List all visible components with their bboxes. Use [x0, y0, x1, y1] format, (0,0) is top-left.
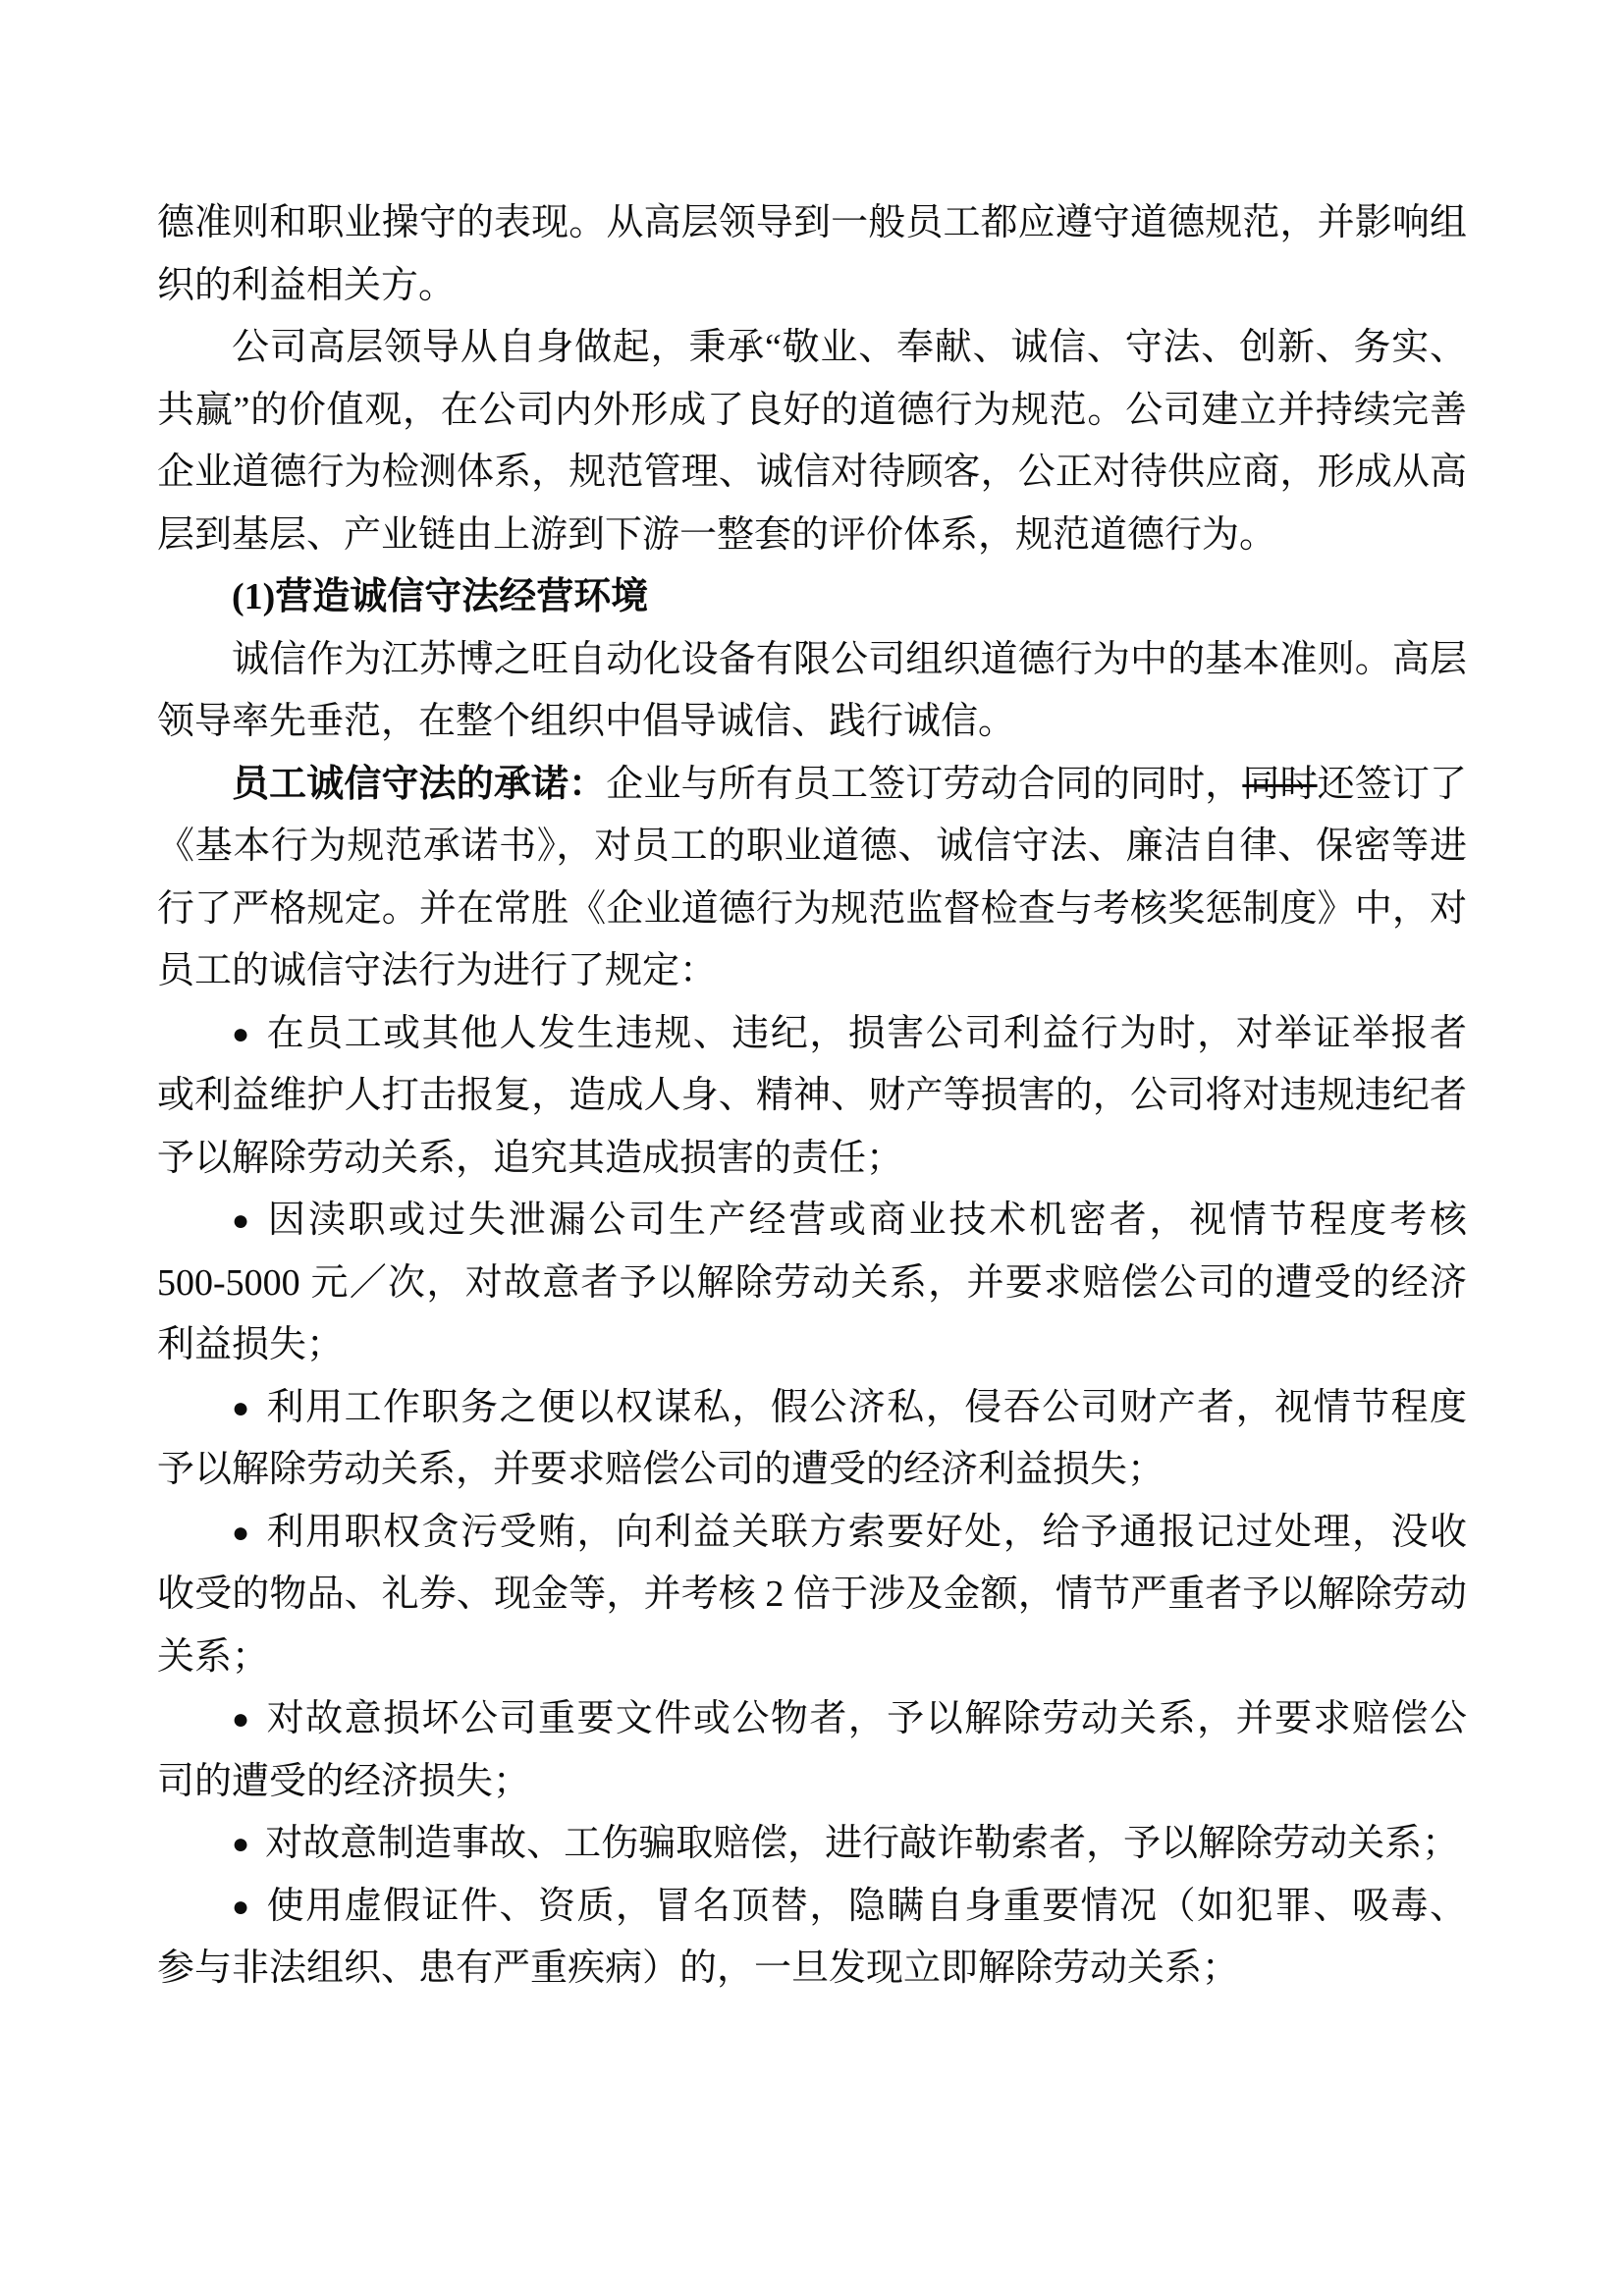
- text-line: [157, 1314, 1467, 1377]
- body-text: 利益损失；: [157, 1324, 345, 1365]
- body-text: 对故意制造事故、工伤骗取赔偿，进行敲诈勒索者，予以解除劳动关系；: [265, 1823, 1460, 1864]
- body-text: 企业道德行为检测体系，规范管理、诚信对待顾客，公正对待供应商，形成从高: [157, 452, 1467, 493]
- text-line: [157, 442, 1467, 505]
- text-line: [157, 940, 1467, 1003]
- text-line: [157, 1938, 1467, 2001]
- bullet-icon: ●: [232, 1828, 250, 1860]
- body-text: 予以解除劳动关系，并要求赔偿公司的遭受的经济利益损失；: [157, 1449, 1165, 1490]
- bold-text: 员工诚信守法的承诺：: [232, 763, 607, 805]
- body-text: 《基本行为规范承诺书》，对员工的职业道德、诚信守法、廉洁自律、保密等进: [157, 826, 1467, 867]
- body-text: 关系；: [157, 1635, 270, 1678]
- body-text: 还签订了: [1317, 763, 1467, 805]
- body-text: 员工的诚信守法行为进行了规定：: [157, 950, 718, 991]
- bullet-icon: ●: [232, 1204, 252, 1237]
- text-line: [157, 505, 1467, 567]
- text-line: [157, 1876, 1467, 1939]
- text-line: [157, 1128, 1467, 1191]
- body-text: 公司高层领导从自身做起，秉承“敬业、奉献、诚信、守法、创新、务实、: [232, 327, 1467, 368]
- body-text: 在员工或其他人发生违规、违纪，损害公司利益行为时，对举证举报者: [266, 1012, 1467, 1054]
- text-line: [157, 1688, 1467, 1751]
- body-text: 或利益维护人打击报复，造成人身、精神、财产等损害的，公司将对违规违纪者: [157, 1075, 1467, 1116]
- text-line: [157, 1439, 1467, 1502]
- text-line: [157, 1751, 1467, 1814]
- body-text: 利用职权贪污受贿，向利益关联方索要好处，给予通报记过处理，没收: [266, 1511, 1467, 1553]
- bold-text: (1)营造诚信守法经营环境: [232, 576, 649, 617]
- body-text: 予以解除劳动关系，追究其造成损害的责任；: [157, 1137, 904, 1179]
- bullet-icon: ●: [232, 1890, 251, 1923]
- text-line: [157, 1065, 1467, 1128]
- body-text: 参与非法组织、患有严重疾病）的，一旦发现立即解除劳动关系；: [157, 1948, 1240, 1989]
- text-line: [157, 754, 1467, 817]
- text-line: [157, 317, 1467, 380]
- body-text: 织的利益相关方。: [157, 264, 457, 306]
- body-text: 行了严格规定。并在常胜《企业道德行为规范监督检查与考核奖惩制度》中，对: [157, 887, 1467, 930]
- text-line: [157, 629, 1467, 692]
- body-text: 领导率先垂范，在整个组织中倡导诚信、践行诚信。: [157, 701, 1016, 742]
- body-text: 德准则和职业操守的表现。从高层领导到一般员工都应遵守道德规范，并影响组: [157, 202, 1467, 243]
- text-line: [157, 380, 1467, 443]
- body-text: 对故意损坏公司重要文件或公物者，予以解除劳动关系，并要求赔偿公: [266, 1698, 1467, 1739]
- body-text: 诚信作为江苏博之旺自动化设备有限公司组织道德行为中的基本准则。高层: [232, 638, 1467, 680]
- body-text: 因渎职或过失泄漏公司生产经营或商业技术机密者，视情节程度考核: [267, 1200, 1467, 1241]
- text-line: [157, 192, 1467, 255]
- body-text: 司的遭受的经济损失；: [157, 1760, 531, 1802]
- text-line: [157, 879, 1467, 941]
- text-line: [157, 1627, 1467, 1689]
- text-line: [157, 1564, 1467, 1627]
- text-line: [157, 691, 1467, 754]
- bullet-icon: ●: [232, 1516, 251, 1549]
- body-text: 层到基层、产业链由上游到下游一整套的评价体系，规范道德行为。: [157, 513, 1277, 556]
- bullet-icon: ●: [232, 1703, 251, 1735]
- text-line: [157, 1502, 1467, 1565]
- body-text: 利用工作职务之便以权谋私，假公济私，侵吞公司财产者，视情节程度: [266, 1386, 1467, 1428]
- bullet-icon: ●: [232, 1391, 251, 1424]
- body-text: 共赢”的价值观，在公司内外形成了良好的道德行为规范。公司建立并持续完善: [157, 389, 1467, 431]
- text-line: [157, 255, 1467, 318]
- text-line: [157, 566, 1467, 629]
- text-line: [157, 1253, 1467, 1315]
- body-text: 企业与所有员工签订劳动合同的同时，: [606, 763, 1243, 805]
- body-text: 500-5000 元／次，对故意者予以解除劳动关系，并要求赔偿公司的遭受的经济: [157, 1261, 1467, 1304]
- text-line: [157, 1003, 1467, 1066]
- text-line: [157, 1813, 1467, 1876]
- body-text: 使用虚假证件、资质，冒名顶替，隐瞒自身重要情况（如犯罪、吸毒、: [266, 1885, 1467, 1927]
- text-line: [157, 1377, 1467, 1440]
- strikethrough-text: 同时: [1242, 763, 1318, 805]
- body-text: 收受的物品、礼券、现金等，并考核 2 倍于涉及金额，情节严重者予以解除劳动: [157, 1574, 1467, 1615]
- bullet-icon: ●: [232, 1017, 251, 1050]
- text-line: [157, 816, 1467, 879]
- text-line: [157, 1190, 1467, 1253]
